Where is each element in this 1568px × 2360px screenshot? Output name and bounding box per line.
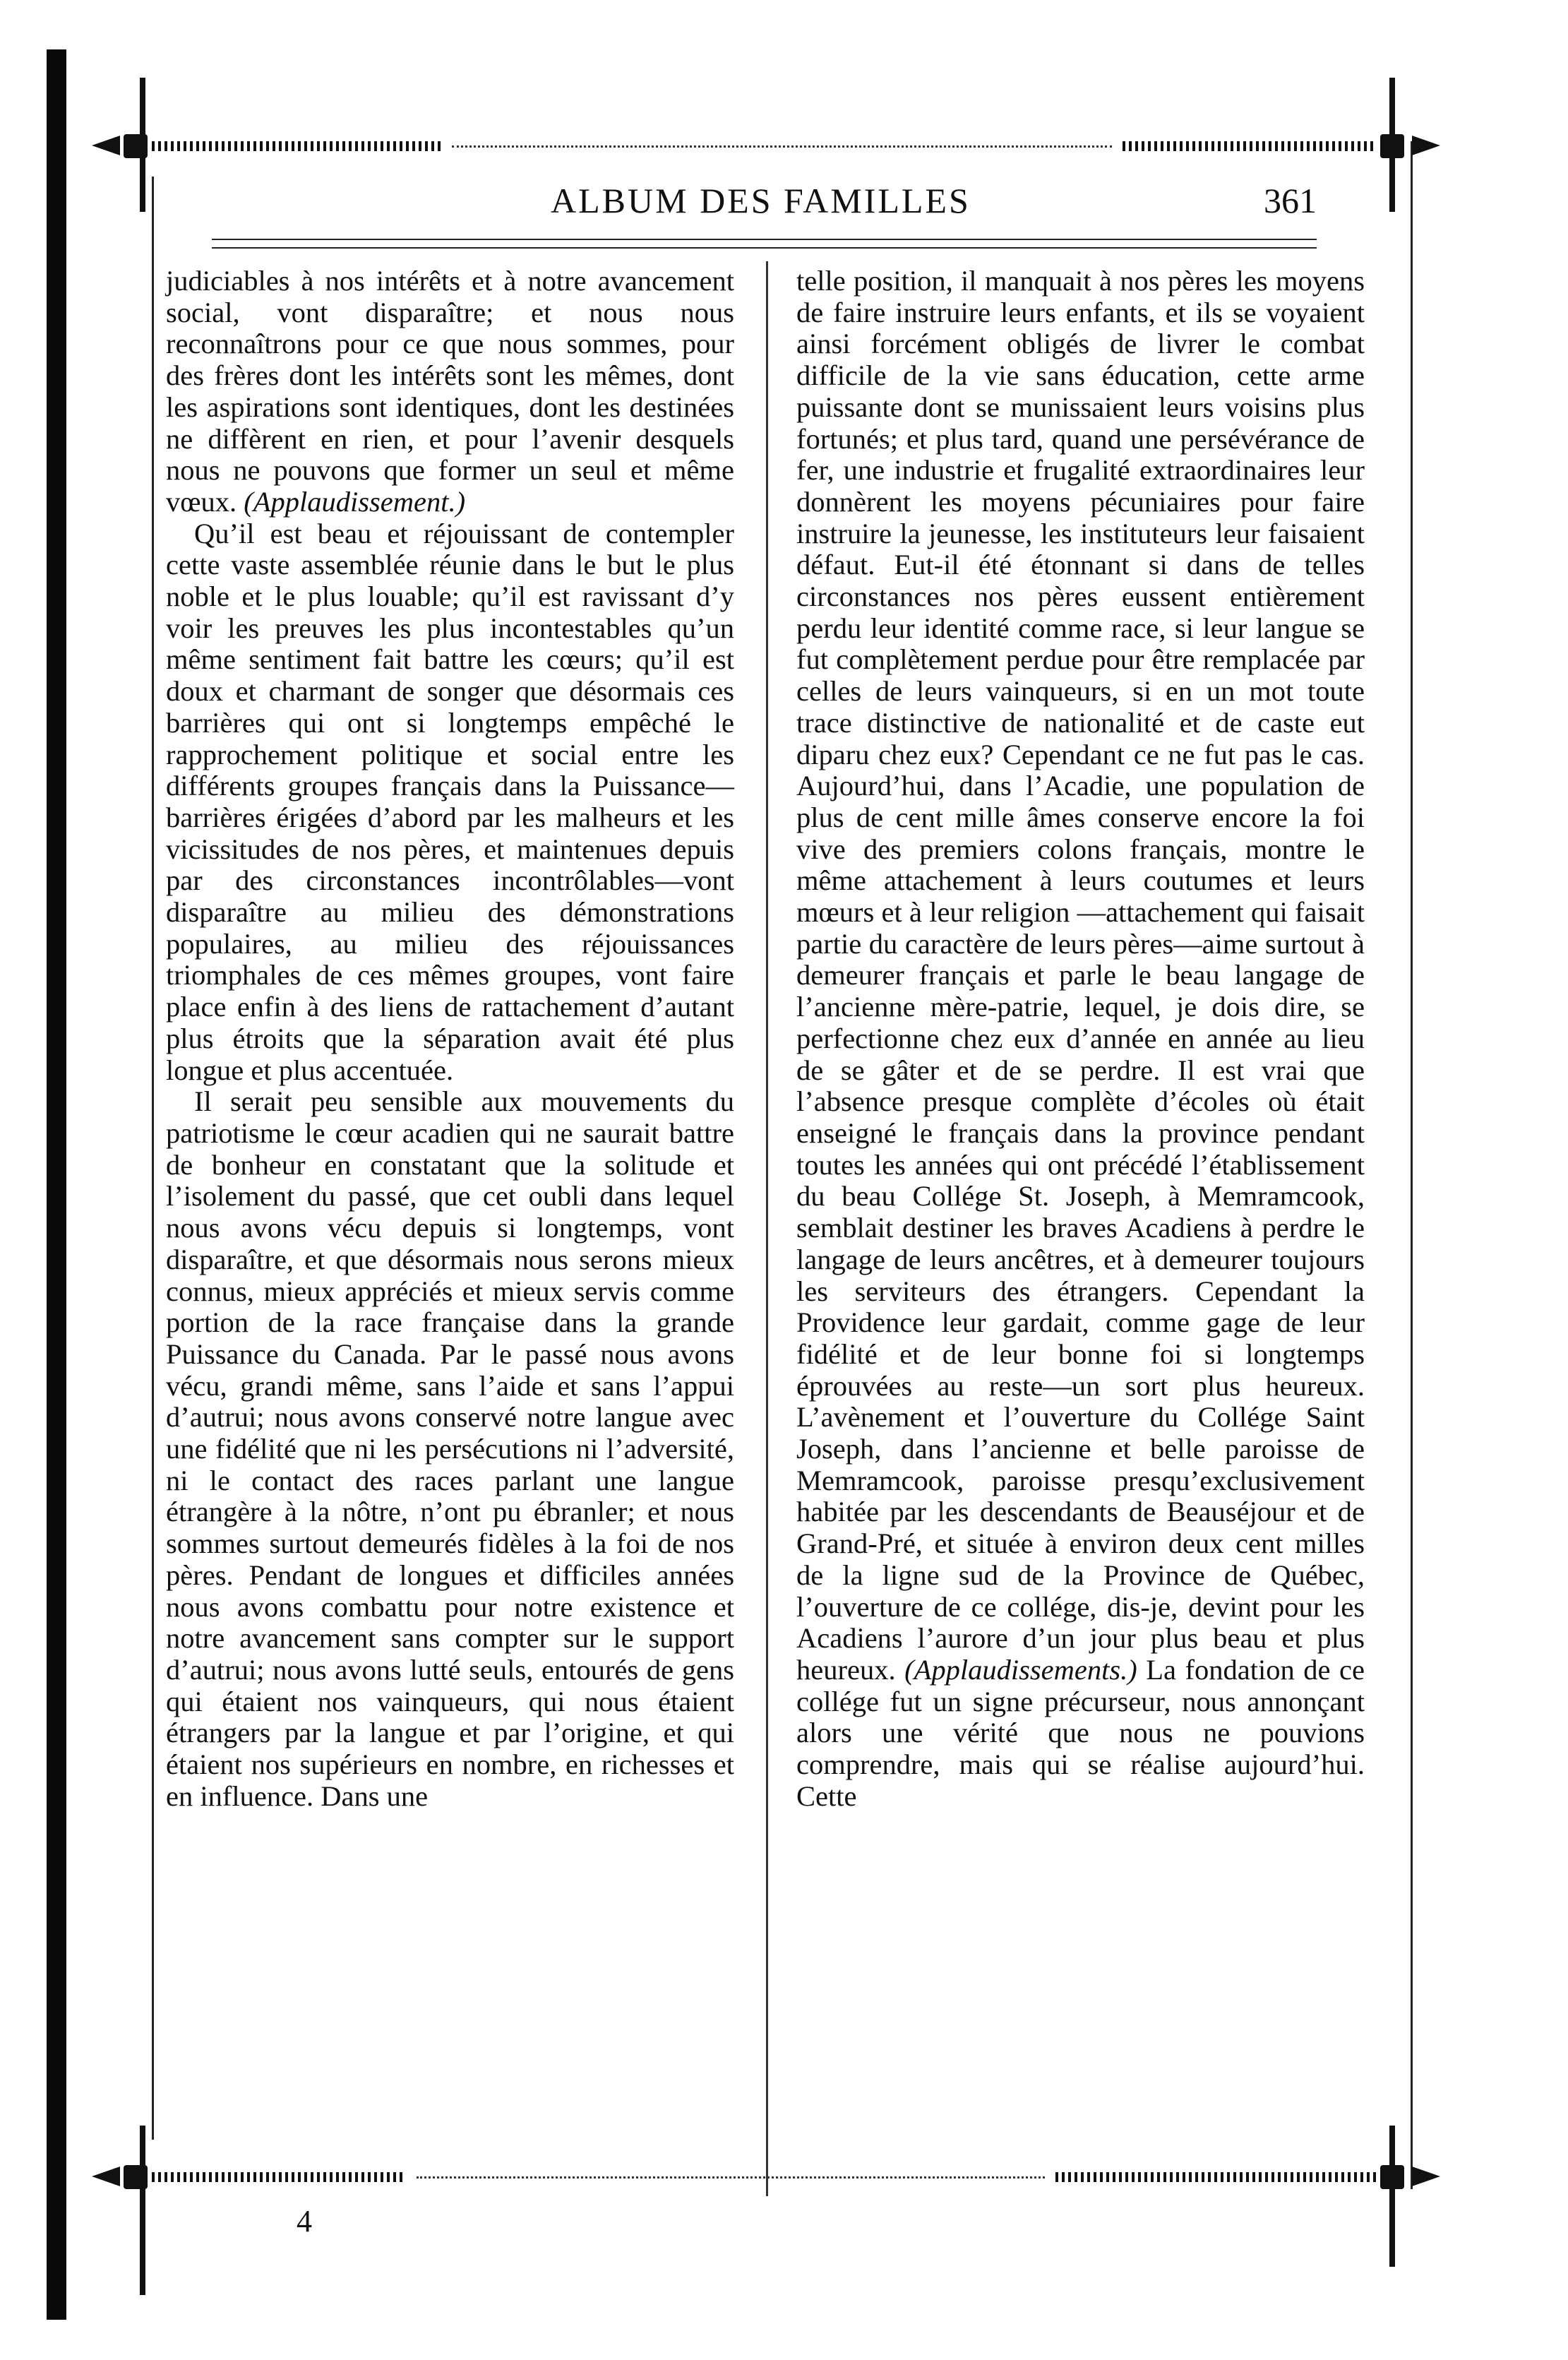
top-ornament-right xyxy=(1123,141,1377,151)
top-right-arrow-icon xyxy=(1412,136,1440,155)
left-paragraph-1 xyxy=(166,266,734,518)
top-left-post xyxy=(140,78,145,212)
bottom-ornament-right xyxy=(1055,2172,1377,2182)
header-rule-bottom xyxy=(212,247,1317,249)
running-title: ALBUM DES FAMILLES xyxy=(551,181,971,220)
right-column xyxy=(796,266,1365,1812)
left-border-line xyxy=(152,177,154,2140)
right-border-line xyxy=(1411,141,1413,2189)
left-paragraph-3: Il serait peu sensible aux mouvements du patriotisme le cœur acadien qui ne saurait battre de bonheur en constatant que la solitude et l’isolement du passé, que cet oubli dans lequel nous avons vécu depuis si longtemps, vont disparaître, et que désormais nous serons mieux connus, mieux appréciés et mieux servis comme portion de la race française dans la grande Puissance du Canada. Par le passé nous avons vécu, grandi même, sans l’aide et sans l’appui d’autrui; nous avons conservé notre langue avec une fidélité que ni les persécutions ni l’adversité, ni le contact des races parlant une langue étrangère à la nôtre, n’ont pu ébranler; et nous sommes surtout demeurés fidèles à la foi de nos pères. Pendant de longues et difficiles années nous avons combattu pour notre existence et notre avancement sans compter sur le support d’autrui; nous avons lutté seuls, entourés de gens qui étaient nos vainqueurs, qui nous étaient étrangers par la langue et par l’origine, et qui étaient nos supérieurs en nombre, en richesses et en influence. Dans une xyxy=(166,1085,734,1812)
page-number: 361 xyxy=(1264,181,1317,220)
left-paragraph-2: Qu’il est beau et réjouissant de contempler cette vaste assemblée réunie dans le but le plus noble et le plus louable; qu’il est ravissant d’y voir les preuves les plus incontestables qu’un même sentiment fait battre les cœurs; qu’il est doux et charmant de songer que désormais ces barrières qui ont si longtemps empêché le rapprochement politique et social entre les différents groupes français dans la Puissance—barrières érigées d’abord par les malheurs et les vicissitudes de nos pères, et maintenues depuis par des circonstances incontrôlables—vont disparaître au milieu des démonstrations populaires, au milieu des réjouissances triomphales de ces mêmes groupes, vont faire place enfin à des liens de rattachement d’autant plus étroits que la séparation avait été plus longue et plus accentuée. xyxy=(166,517,734,1086)
applause-note-left: (Applaudissement.) xyxy=(244,485,466,518)
left-paragraph-1-text: judiciables à nos intérêts et à notre avancement social, vont disparaître; et nous nous reconnaîtrons pour ce que nous sommes, pour des frères dont les intérêts sont les mêmes, dont les aspirations sont identiques, dont les destinées ne diffèrent en rien, et pour l’avenir desquels nous ne pouvons que former un seul et même vœux. xyxy=(166,265,734,518)
column-divider xyxy=(766,261,768,2196)
bottom-right-arrow-icon xyxy=(1412,2167,1440,2186)
applause-note-right: (Applaudissements.) xyxy=(904,1653,1137,1686)
right-paragraph-1 xyxy=(796,266,1365,1812)
left-column xyxy=(166,266,734,1812)
bottom-right-post xyxy=(1389,2126,1395,2267)
signature-mark: 4 xyxy=(297,2204,312,2239)
left-black-bar xyxy=(47,49,66,2320)
bottom-left-arrow-icon xyxy=(92,2167,120,2186)
top-ornament-left xyxy=(152,141,441,151)
right-paragraph-1-text: telle position, il manquait à nos pères les moyens de faire instruire leurs enfants, et ils se voyaient ainsi forcément obligés de livrer le combat difficile de la vie sans éducation, cette arme puissante dont se munissaient leurs voisins plus fortunés; et plus tard, quand une persévérance de fer, une industrie et frugalité extraordinaires leur donnèrent les moyens pécuniaires pour faire instruire la jeunesse, les instituteurs leur faisaient défaut. Eut-il été étonnant si dans de telles circonstances nos pères eussent entièrement perdu leur identité comme race, si leur langue se fut complètement perdue pour être remplacée par celles de leurs vainqueurs, si en un mot toute trace distinctive de nationalité et de caste eut diparu chez eux? Cependant ce ne fut pas le cas. Aujourd’hui, dans l’Acadie, une population de plus de cent mille âmes conserve encore la foi vive des premiers colons français, montre le même attachement à leurs coutumes et leurs mœurs et à leur religion —attachement qui faisait partie du caractère de leurs pères—aime surtout à demeurer français et parle le beau langage de l’ancienne mère-patrie, lequel, je dois dire, se perfectionne chez eux d’année en année au lieu de se gâter et de se perdre. Il est vrai que l’absence presque complète d’écoles où était enseigné le français dans la province pendant toutes les années qui ont précédé l’établissement du beau Collége St. Joseph, à Memramcook, semblait destiner les braves Acadiens à perdre le langage de leurs ancêtres, et à demeurer toujours les serviteurs des étrangers. Cependant la Providence leur gardait, comme gage de leur fidélité et de leur bonne foi si longtemps éprouvées au reste—un sort plus heureux. L’avènement et l’ouverture du Collége Saint Joseph, dans l’ancienne et belle paroisse de Memramcook, paroisse presqu’exclusivement habitée par les descendants de Beauséjour et de Grand-Pré, et située à environ deux cent milles de la ligne sud de la Province de Québec, l’ouverture de ce collége, dis-je, devint pour les Acadiens l’aurore d’un jour plus beau et plus heureux. xyxy=(796,265,1365,1686)
top-left-arrow-icon xyxy=(92,136,120,155)
header-rule-top xyxy=(212,239,1317,240)
bottom-ornament-left xyxy=(152,2172,406,2182)
bottom-left-post xyxy=(140,2126,145,2295)
top-right-post xyxy=(1389,78,1395,212)
bottom-ornament-wave xyxy=(417,2171,1045,2179)
top-ornament-wave xyxy=(452,140,1112,148)
right-paragraph-1-tail: La fondation de ce collége fut un signe précurseur, nous annonçant alors une vérité que nous ne pouvions comprendre, mais qui se réalise aujourd’hui. Cette xyxy=(796,1653,1365,1812)
